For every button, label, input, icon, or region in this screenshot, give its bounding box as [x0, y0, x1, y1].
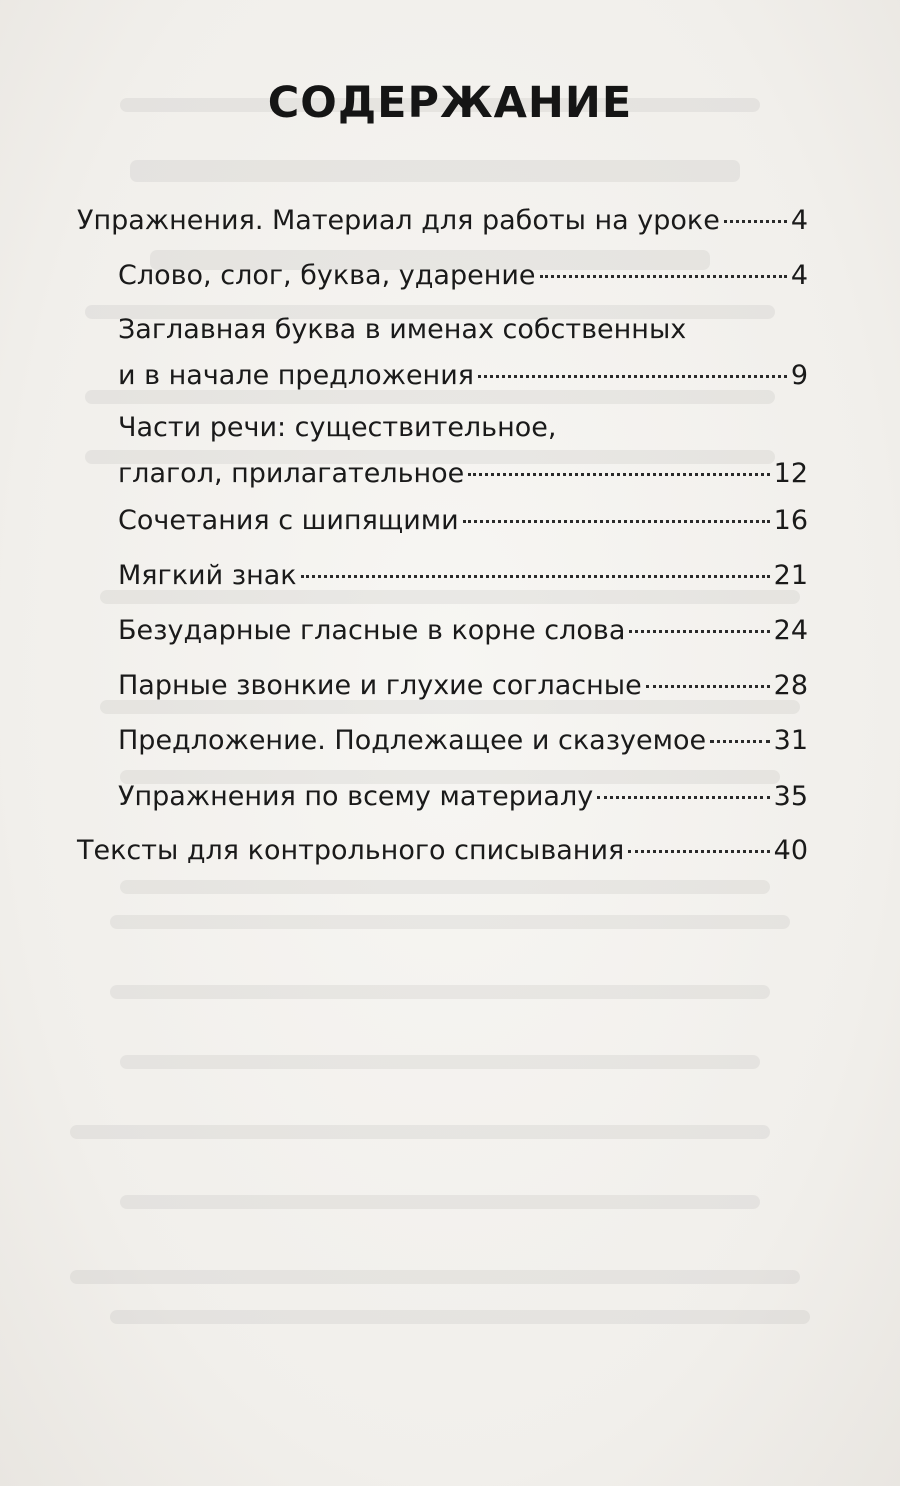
toc-entry[interactable]	[118, 498, 808, 544]
leader-dots	[628, 850, 769, 853]
toc-page-number: 12	[773, 458, 808, 489]
toc-page-number: 4	[790, 205, 808, 236]
toc-page-number: 28	[773, 670, 808, 701]
toc-entry-title: Слово, слог, буква, ударение	[118, 260, 536, 291]
toc-entry[interactable]	[118, 253, 808, 299]
toc-entry-title-cont: и в начале предложения	[118, 360, 474, 391]
contents-heading: СОДЕРЖАНИЕ	[267, 78, 633, 128]
leader-dots	[597, 796, 769, 799]
leader-dots	[468, 473, 769, 476]
toc-entry-title: Упражнения по всему материалу	[118, 781, 594, 812]
toc-entry[interactable]	[118, 307, 808, 399]
toc-page-number: 40	[773, 835, 808, 866]
toc-entry-title: Сочетания с шипящими	[118, 505, 459, 536]
toc-page-number: 21	[773, 560, 808, 591]
leader-dots	[646, 685, 770, 688]
toc-entry[interactable]	[118, 405, 808, 497]
leader-dots	[629, 630, 769, 633]
toc-entry[interactable]	[77, 198, 808, 244]
leader-dots	[463, 520, 770, 523]
toc-page-number: 35	[773, 781, 808, 812]
toc-entry[interactable]	[118, 718, 808, 764]
toc-entry[interactable]	[118, 553, 808, 599]
toc-entry-title: Тексты для контрольного списывания	[77, 835, 625, 866]
toc-entry[interactable]	[118, 663, 808, 709]
toc-page-number: 9	[790, 360, 808, 391]
leader-dots	[301, 575, 770, 578]
leader-dots	[724, 220, 787, 223]
toc-entry-title: Безударные гласные в корне слова	[118, 615, 626, 646]
toc-entry[interactable]	[118, 608, 808, 654]
toc-entry-title: Упражнения. Материал для работы на уроке	[77, 205, 720, 236]
toc-entry-title: Части речи: существительное,	[118, 412, 557, 443]
toc-entry[interactable]	[77, 828, 808, 874]
toc-entry-title: Парные звонкие и глухие согласные	[118, 670, 642, 701]
toc-entry-title-cont: глагол, прилагательное	[118, 458, 465, 489]
toc-page-number: 24	[773, 615, 808, 646]
toc-page-number: 31	[773, 725, 808, 756]
toc-entry[interactable]	[118, 774, 808, 820]
leader-dots	[710, 740, 769, 743]
toc-entry-title: Мягкий знак	[118, 560, 297, 591]
toc-page-number: 4	[790, 260, 808, 291]
leader-dots	[478, 375, 787, 378]
toc-entry-title: Заглавная буква в именах собственных	[118, 314, 687, 345]
toc-page-number: 16	[773, 505, 808, 536]
leader-dots	[540, 275, 787, 278]
toc-entry-title: Предложение. Подлежащее и сказуемое	[118, 725, 707, 756]
